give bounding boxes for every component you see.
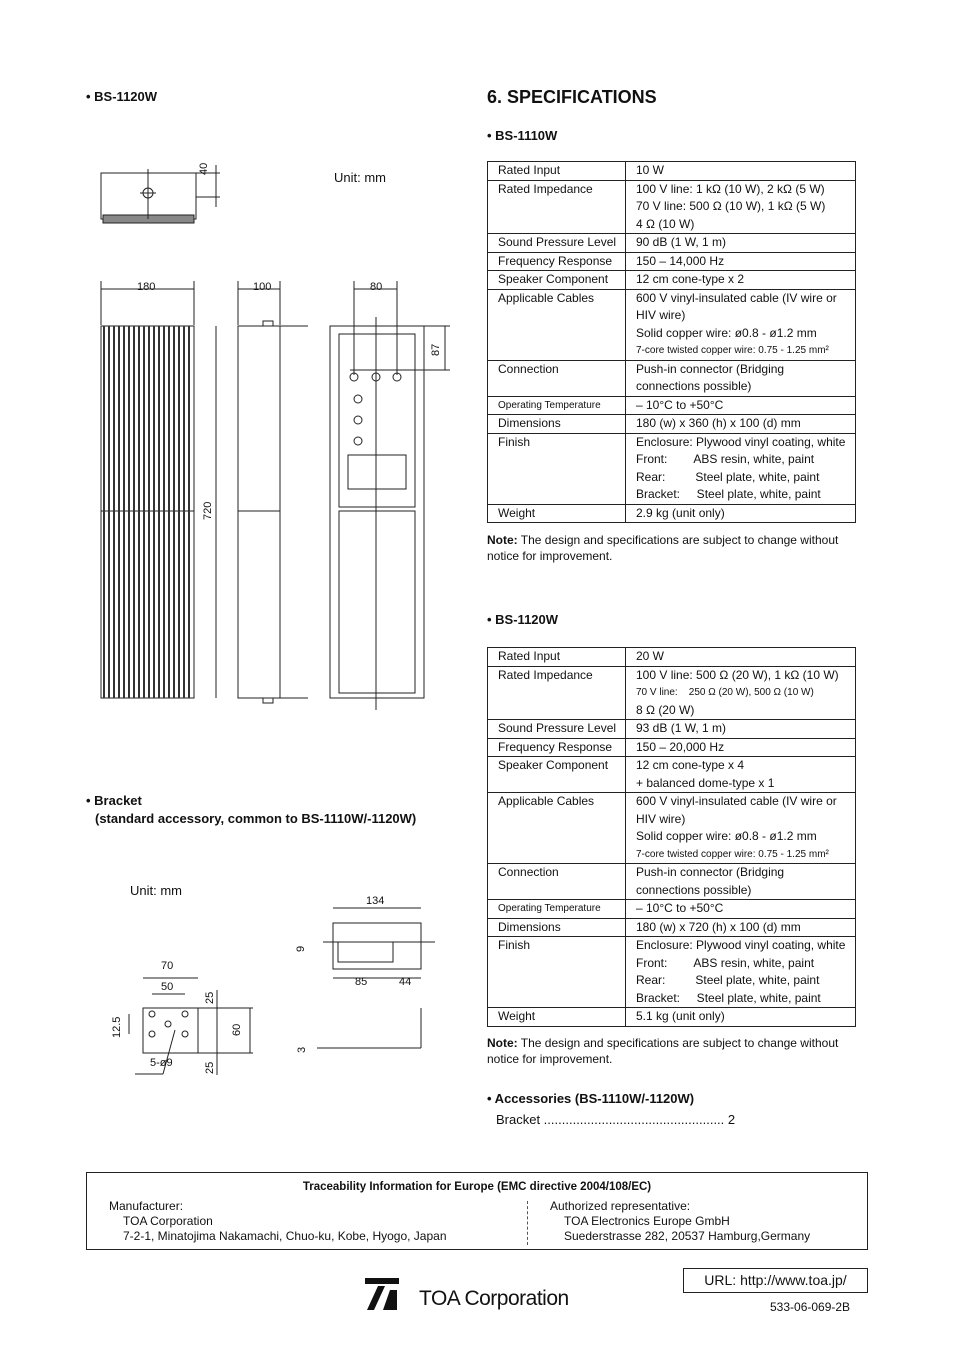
traceability-box [86, 1172, 868, 1250]
manufacturer-label: Manufacturer: [109, 1199, 184, 1213]
table-row: Speaker Component 12 cm cone-type x 2 [488, 271, 856, 290]
representative-address: Suederstrasse 282, 20537 Hamburg,Germany [564, 1229, 811, 1243]
table-row: Dimensions 180 (w) x 360 (h) x 100 (d) mm [488, 415, 856, 434]
table-row: Operating Temperature – 10°C to +50°C [488, 900, 856, 919]
company-logo-text: TOA Corporation [419, 1287, 569, 1310]
table-row: Applicable Cables 600 V vinyl-insulated cable (IV wire or HIV wire) Solid copper wire: ø0.8 - ø1.2 mm 7-core twisted copper wire: 0.75 - 1.25 mm² [488, 793, 856, 864]
manufacturer-name: TOA Corporation [123, 1214, 213, 1228]
table-row: Sound Pressure Level 90 dB (1 W, 1 m) [488, 234, 856, 253]
table-row: Connection Push-in connector (Bridging connections possible) [488, 360, 856, 396]
representative-block [550, 1199, 810, 1244]
table-row: Weight 2.9 kg (unit only) [488, 504, 856, 523]
dim-87: 87 [430, 343, 442, 356]
bracket-dim-70: 70 [161, 960, 174, 972]
dim-40: 40 [198, 162, 210, 175]
dim-80: 80 [370, 281, 383, 293]
document-code: 533-06-069-2B [770, 1300, 851, 1314]
bs1120w-title: • BS-1120W [487, 612, 559, 627]
bracket-dim-44: 44 [399, 976, 412, 988]
traceability-divider [527, 1201, 528, 1245]
bracket-dim-50: 50 [161, 981, 174, 993]
bracket-dim-85: 85 [355, 976, 368, 988]
accessories-item: Bracket .................................................. 2 [496, 1112, 736, 1127]
bracket-dim-25b: 25 [204, 1061, 216, 1074]
bracket-dim-60: 60 [231, 1023, 243, 1036]
dim-720: 720 [202, 501, 214, 520]
manufacturer-address: 7-2-1, Minatojima Nakamachi, Chuo-ku, Kobe, Hyogo, Japan [123, 1229, 447, 1243]
bs1110w-title: • BS-1110W [487, 128, 558, 143]
table-row: Rated Impedance 100 V line: 500 Ω (20 W), 1 kΩ (10 W) 70 V line: 250 Ω (20 W), 500 Ω (10 W) 8 Ω (20 W) [488, 666, 856, 720]
bs1120w-note [487, 1035, 868, 1067]
bracket-unit-label: Unit: mm [130, 883, 182, 898]
bs1110w-note [487, 532, 868, 564]
manufacturer-block [109, 1199, 447, 1244]
accessories-title: • Accessories (BS-1110W/-1120W) [487, 1091, 695, 1106]
table-row: Connection Push-in connector (Bridging connections possible) [488, 864, 856, 900]
bracket-dim-134: 134 [366, 895, 385, 907]
bracket-subtitle: (standard accessory, common to BS-1110W/-1120W) [95, 811, 417, 826]
table-row: Rated Input 10 W [488, 162, 856, 181]
unit-label: Unit: mm [334, 170, 386, 185]
left-model-title: • BS-1120W [86, 89, 158, 104]
speaker-dimension-drawing [90, 155, 470, 715]
representative-name: TOA Electronics Europe GmbH [564, 1214, 730, 1228]
table-row: Applicable Cables 600 V vinyl-insulated cable (IV wire or HIV wire) Solid copper wire: ø0.8 - ø1.2 mm 7-core twisted copper wire: 0.75 - 1.25 mm² [488, 289, 856, 360]
table-row: Weight 5.1 kg (unit only) [488, 1008, 856, 1027]
table-row: Frequency Response 150 – 20,000 Hz [488, 738, 856, 757]
bracket-dimension-drawing [105, 890, 445, 1080]
representative-label: Authorized representative: [550, 1199, 691, 1213]
url-box: URL: http://www.toa.jp/ [683, 1268, 868, 1293]
bracket-dim-3: 3 [296, 1046, 308, 1053]
table-row: Frequency Response 150 – 14,000 Hz [488, 252, 856, 271]
note-text: The design and specifications are subject to change without notice for improvement. [487, 533, 839, 563]
table-row: Speaker Component 12 cm cone-type x 4 + balanced dome-type x 1 [488, 757, 856, 793]
bracket-dim-12-5: 12.5 [111, 1016, 123, 1038]
bracket-dim-25a: 25 [204, 991, 216, 1004]
bracket-holes-label: 5-ø9 [150, 1057, 173, 1069]
table-row: Rated Input 20 W [488, 648, 856, 667]
table-row: Finish Enclosure: Plywood vinyl coating, white Front: ABS resin, white, paint Rear: Steel plate, white, paint Bracket: Steel plate, white, paint [488, 937, 856, 1008]
note-label: Note: [487, 533, 518, 547]
page-title: 6. SPECIFICATIONS [487, 87, 657, 107]
dim-180: 180 [137, 281, 156, 293]
note-label: Note: [487, 1036, 518, 1050]
note-text: The design and specifications are subject to change without notice for improvement. [487, 1036, 839, 1066]
bracket-dim-9: 9 [295, 945, 307, 952]
table-row: Dimensions 180 (w) x 720 (h) x 100 (d) mm [488, 918, 856, 937]
bs1110w-spec-table [487, 161, 856, 523]
table-row: Operating Temperature – 10°C to +50°C [488, 396, 856, 415]
table-row: Rated Impedance 100 V line: 1 kΩ (10 W), 2 kΩ (5 W) 70 V line: 500 Ω (10 W), 1 kΩ (5 W) 4 Ω (10 W) [488, 180, 856, 234]
toa-logo-icon [365, 1278, 399, 1310]
bs1120w-spec-table [487, 647, 856, 1027]
dim-100: 100 [253, 281, 272, 293]
bracket-title: • Bracket [86, 793, 142, 808]
table-row: Sound Pressure Level 93 dB (1 W, 1 m) [488, 720, 856, 739]
table-row: Finish Enclosure: Plywood vinyl coating, white Front: ABS resin, white, paint Rear: Steel plate, white, paint Bracket: Steel plate, white, paint [488, 433, 856, 504]
traceability-title: Traceability Information for Europe (EMC directive 2004/108/EC) [302, 1181, 652, 1193]
